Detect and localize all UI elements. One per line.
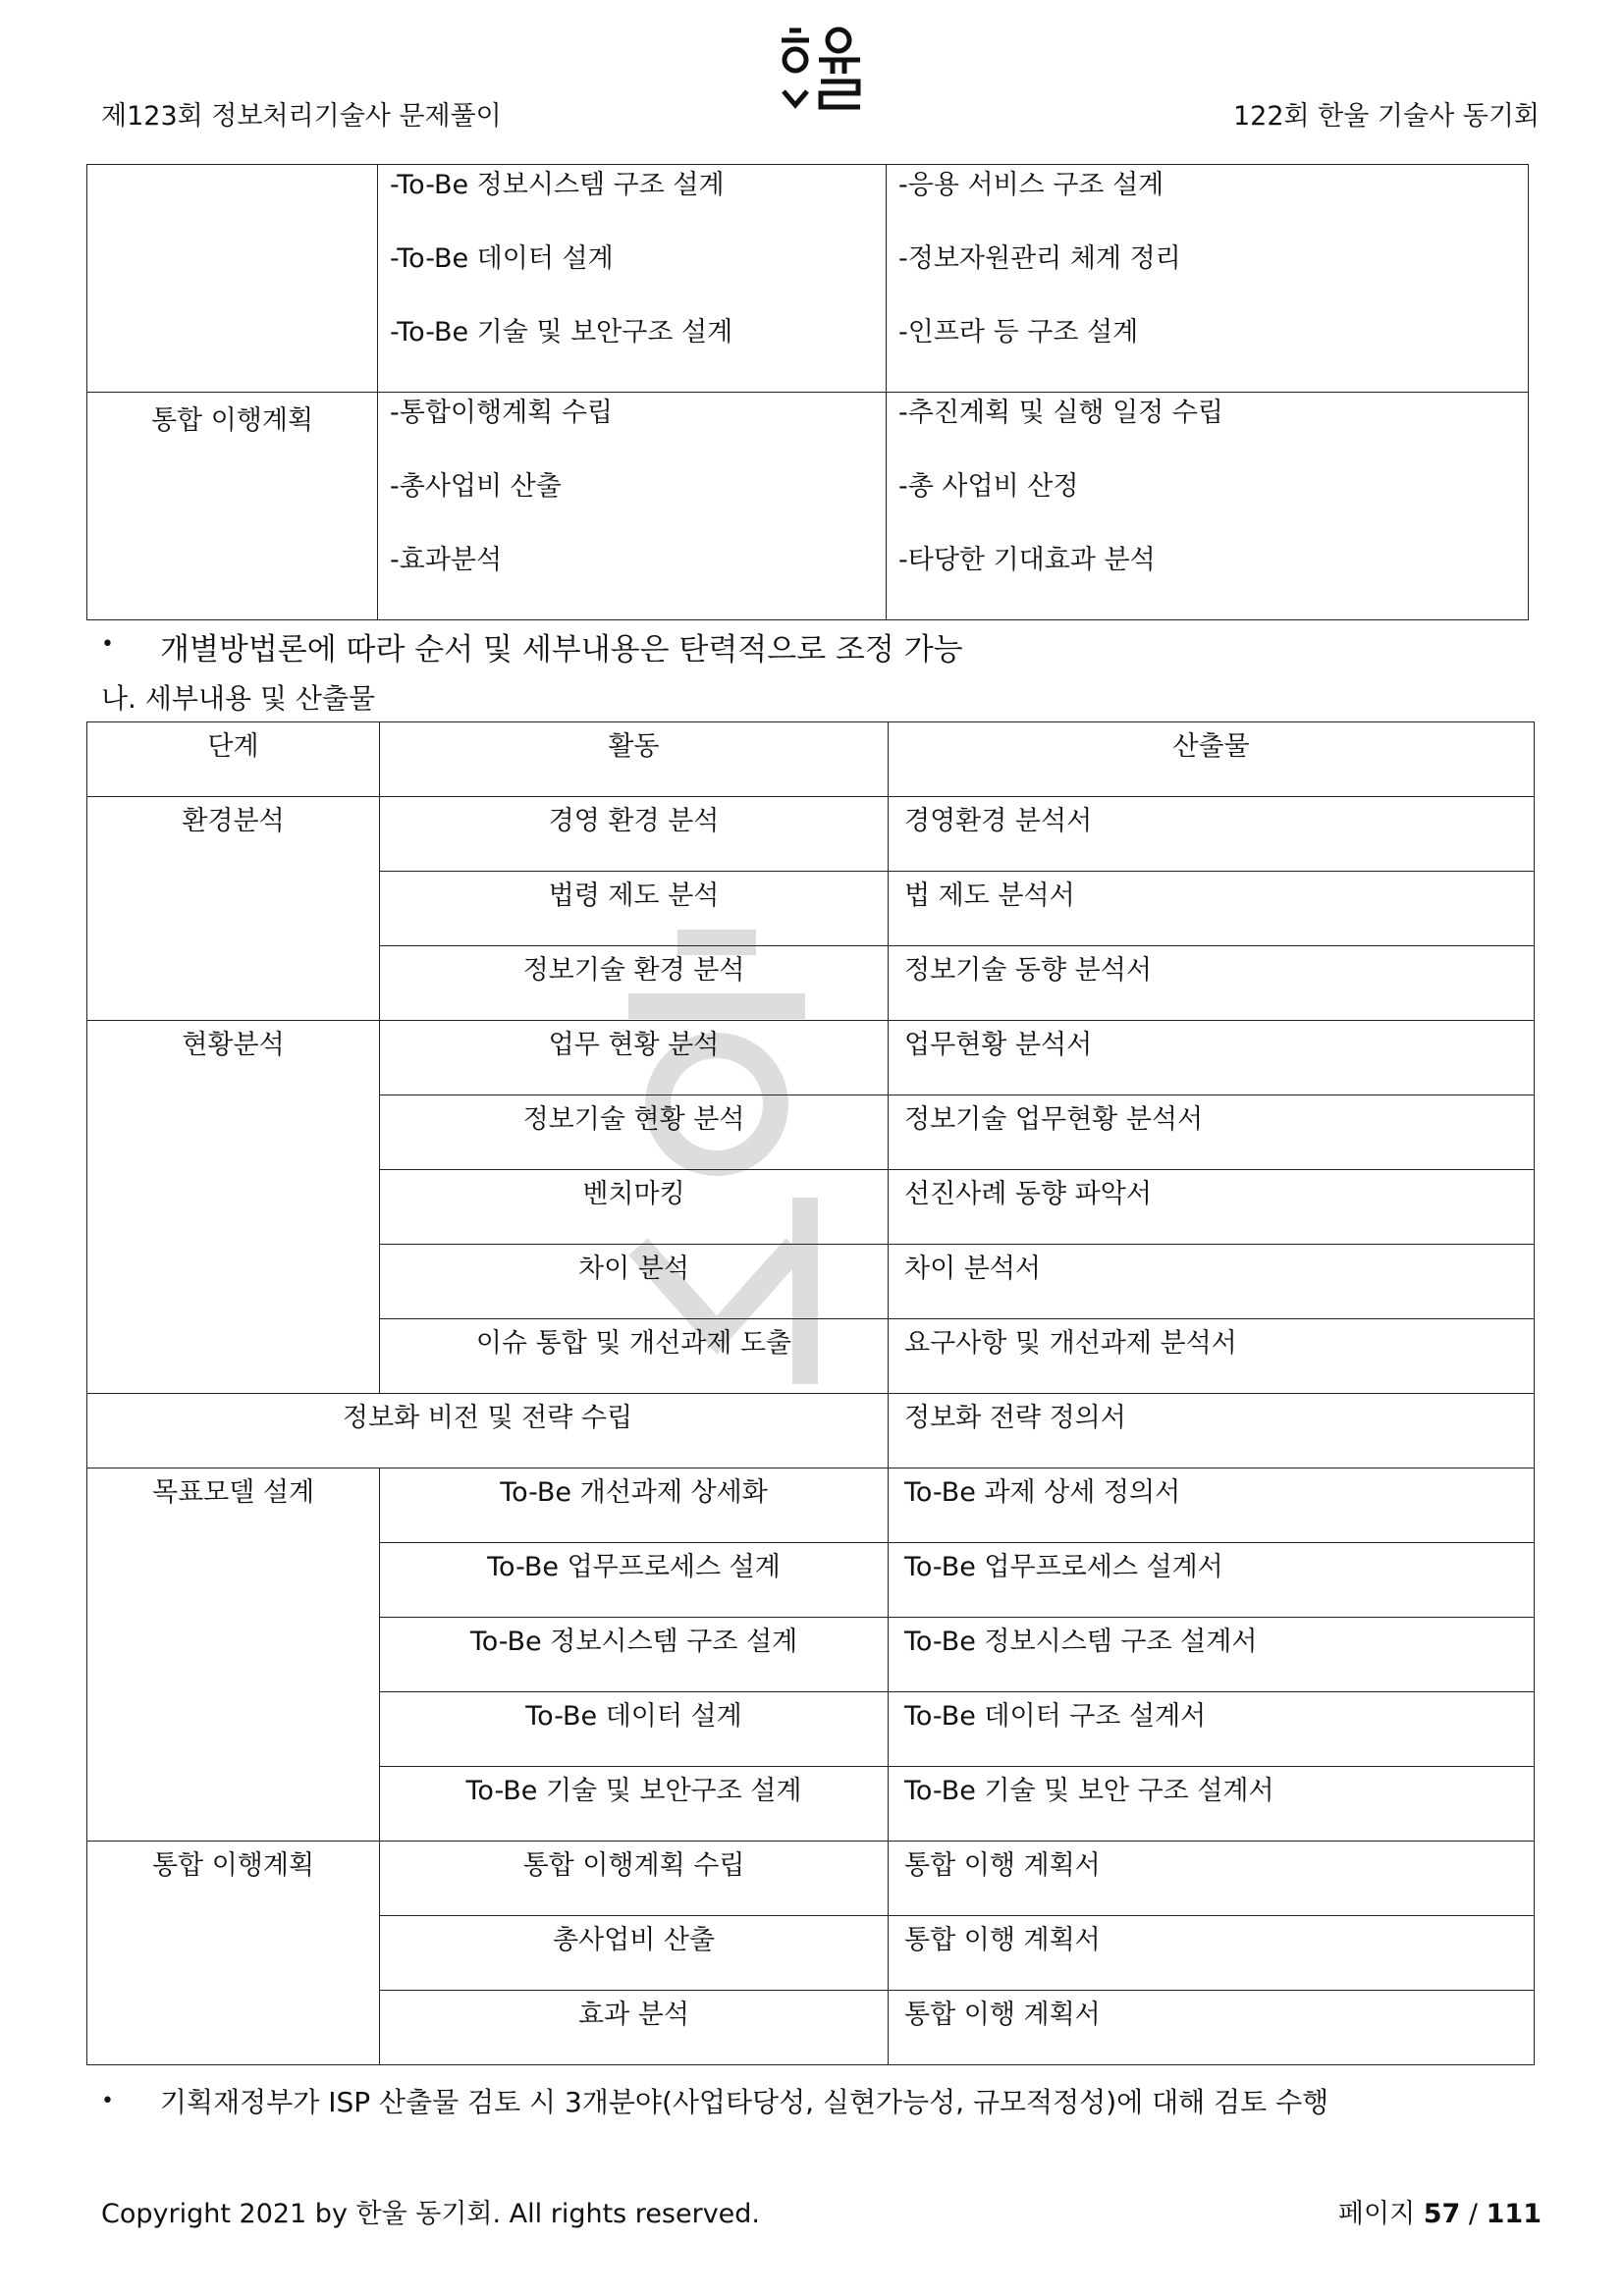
activity-line: -To-Be 정보시스템 구조 설계 xyxy=(390,170,725,200)
output-cell: To-Be 데이터 구조 설계서 xyxy=(889,1692,1535,1767)
table-row xyxy=(87,393,1529,620)
activity-cell: 정보기술 환경 분석 xyxy=(380,946,889,1021)
note-text: 기획재정부가 ISP 산출물 검토 시 3개분야(사업타당성, 실현가능성, 규모적정성)에 대해 검토 수행 xyxy=(160,2086,1329,2118)
header-left: 제123회 정보처리기술사 문제풀이 xyxy=(101,101,502,132)
activity-cell: 차이 분석 xyxy=(380,1245,889,1319)
bullet-icon: • xyxy=(101,632,114,657)
activity-line: -효과분석 xyxy=(390,545,503,575)
activity-cell: 법령 제도 분석 xyxy=(380,872,889,946)
output-cell: 법 제도 분석서 xyxy=(889,872,1535,946)
page-label: 페이지 xyxy=(1337,2199,1416,2229)
output-cell: 선진사례 동향 파악서 xyxy=(889,1170,1535,1245)
page-current: 57 xyxy=(1423,2199,1461,2229)
output-cell: 업무현황 분석서 xyxy=(889,1021,1535,1095)
output-cell: To-Be 업무프로세스 설계서 xyxy=(889,1543,1535,1618)
header-output: 산출물 xyxy=(889,722,1535,797)
section-title: 나. 세부내용 및 산출물 xyxy=(101,682,376,715)
activity-line: -To-Be 데이터 설계 xyxy=(390,243,614,274)
detail-cell xyxy=(887,165,1529,393)
footer-copyright: Copyright 2021 by 한울 동기회. All rights reserved. xyxy=(101,2199,761,2229)
detail-line: -인프라 등 구조 설계 xyxy=(898,317,1139,347)
stage-cell: 현황분석 xyxy=(87,1021,380,1394)
activity-line: -총사업비 산출 xyxy=(390,471,562,502)
page-separator: / xyxy=(1468,2199,1479,2229)
stage-cell xyxy=(87,165,378,393)
output-cell: 정보기술 동향 분석서 xyxy=(889,946,1535,1021)
detail-cell xyxy=(887,393,1529,620)
activity-line: -To-Be 기술 및 보안구조 설계 xyxy=(390,317,733,347)
activity-cell: 통합 이행계획 수립 xyxy=(380,1842,889,1916)
activity-line: -통합이행계획 수립 xyxy=(390,398,613,428)
stage-cell: 통합 이행계획 xyxy=(87,1842,380,2065)
activity-cell: 업무 현황 분석 xyxy=(380,1021,889,1095)
detail-line: -타당한 기대효과 분석 xyxy=(898,545,1156,575)
table-row xyxy=(87,1021,1535,1095)
detail-line: -응용 서비스 구조 설계 xyxy=(898,170,1164,200)
hanul-logo xyxy=(776,25,864,133)
header-right: 122회 한울 기술사 동기회 xyxy=(1232,101,1540,132)
output-cell: To-Be 과제 상세 정의서 xyxy=(889,1468,1535,1543)
note-bullet xyxy=(101,2081,1554,2120)
activity-cell: 경영 환경 분석 xyxy=(380,797,889,872)
detail-line: -추진계획 및 실행 일정 수립 xyxy=(898,398,1223,428)
output-cell: 통합 이행 계획서 xyxy=(889,1916,1535,1991)
bullet-icon: • xyxy=(101,2089,114,2113)
stage-cell: 통합 이행계획 xyxy=(87,393,378,620)
activity-cell: To-Be 기술 및 보안구조 설계 xyxy=(380,1767,889,1842)
stage-cell: 환경분석 xyxy=(87,797,380,1021)
output-cell: 요구사항 및 개선과제 분석서 xyxy=(889,1319,1535,1394)
activity-cell xyxy=(378,393,887,620)
output-cell: To-Be 기술 및 보안 구조 설계서 xyxy=(889,1767,1535,1842)
activity-cell: To-Be 업무프로세스 설계 xyxy=(380,1543,889,1618)
output-cell: 정보화 전략 정의서 xyxy=(889,1394,1535,1468)
merged-stage-cell: 정보화 비전 및 전략 수립 xyxy=(87,1394,889,1468)
output-cell: 차이 분석서 xyxy=(889,1245,1535,1319)
activity-cell: To-Be 데이터 설계 xyxy=(380,1692,889,1767)
table-row xyxy=(87,1842,1535,1916)
note-bullet xyxy=(101,624,1476,668)
output-cell: 통합 이행 계획서 xyxy=(889,1991,1535,2065)
table-row xyxy=(87,1394,1535,1468)
detail-line: -총 사업비 산정 xyxy=(898,471,1079,502)
output-cell: 통합 이행 계획서 xyxy=(889,1842,1535,1916)
output-cell: 정보기술 업무현황 분석서 xyxy=(889,1095,1535,1170)
note-text: 개별방법론에 따라 순서 및 세부내용은 탄력적으로 조정 가능 xyxy=(160,632,963,667)
output-cell: To-Be 정보시스템 구조 설계서 xyxy=(889,1618,1535,1692)
table-header-row xyxy=(87,722,1535,797)
activity-cell: To-Be 정보시스템 구조 설계 xyxy=(380,1618,889,1692)
activity-cell: 총사업비 산출 xyxy=(380,1916,889,1991)
page-total: 111 xyxy=(1486,2199,1542,2229)
page-number xyxy=(1338,2192,1542,2230)
activity-cell: 효과 분석 xyxy=(380,1991,889,2065)
table-row xyxy=(87,797,1535,872)
activity-cell: To-Be 개선과제 상세화 xyxy=(380,1468,889,1543)
deliverables-table xyxy=(86,721,1535,2065)
activity-cell xyxy=(378,165,887,393)
stage-cell: 목표모델 설계 xyxy=(87,1468,380,1842)
activity-cell: 벤치마킹 xyxy=(380,1170,889,1245)
header-stage: 단계 xyxy=(87,722,380,797)
output-cell: 경영환경 분석서 xyxy=(889,797,1535,872)
table-row xyxy=(87,165,1529,393)
activity-cell: 이슈 통합 및 개선과제 도출 xyxy=(380,1319,889,1394)
continuation-table xyxy=(86,164,1529,620)
table-row xyxy=(87,1468,1535,1543)
activity-cell: 정보기술 현황 분석 xyxy=(380,1095,889,1170)
header-activity: 활동 xyxy=(380,722,889,797)
detail-line: -정보자원관리 체계 정리 xyxy=(898,243,1181,274)
